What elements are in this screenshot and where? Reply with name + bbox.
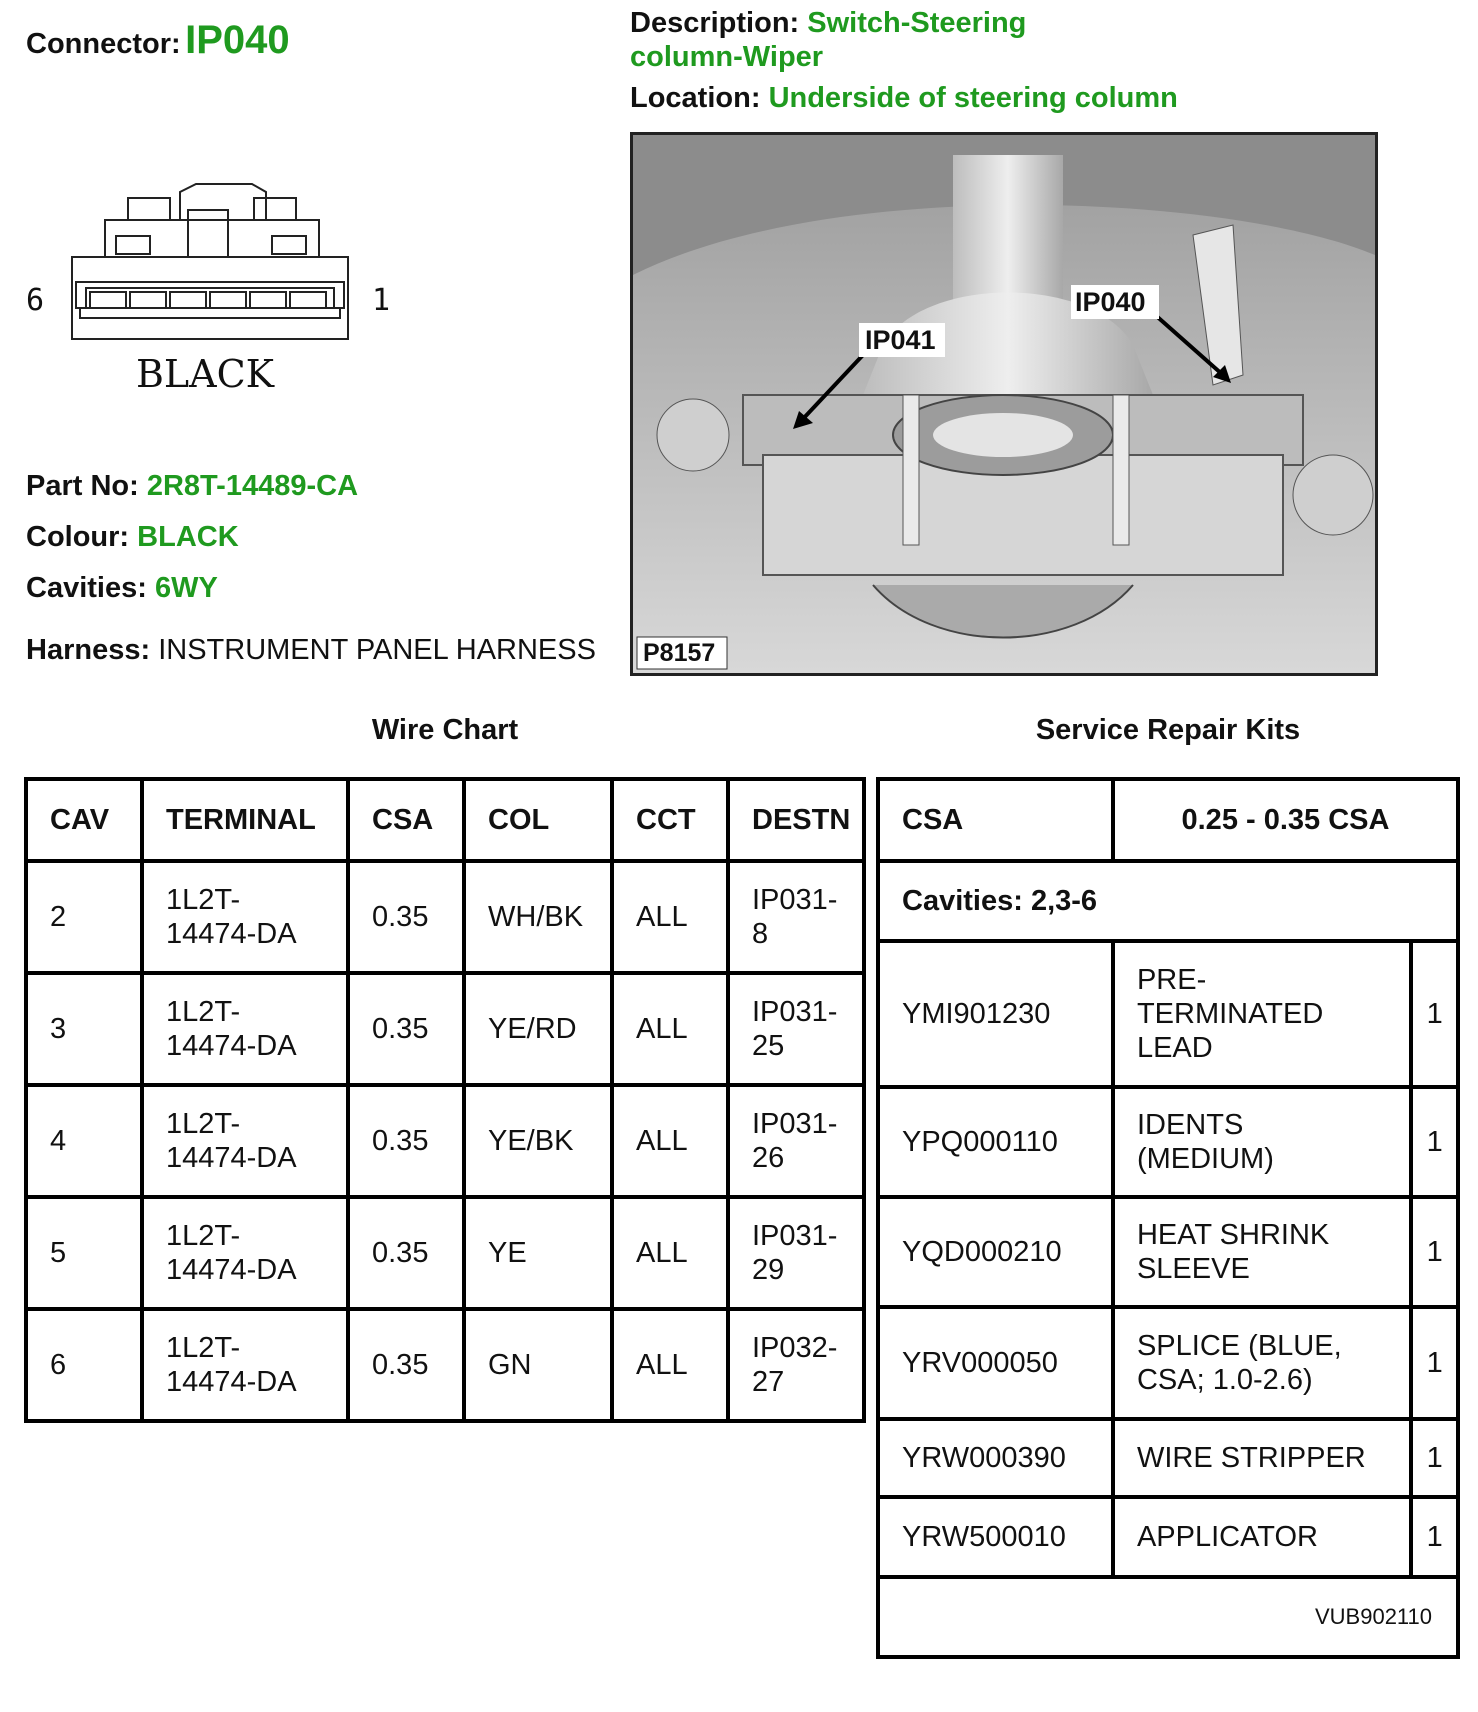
harness-label: Harness: [26, 634, 151, 666]
wire-chart-table [24, 777, 866, 1423]
cell-csa: 0.35 [348, 861, 464, 973]
connector-diagram [20, 180, 420, 410]
colour-label: Colour: [26, 521, 130, 553]
connector-heading [26, 18, 290, 63]
table-row [26, 861, 864, 973]
description-value-1: Switch-Steering [807, 7, 1027, 39]
part-number-row [26, 470, 358, 503]
repair-kits-title: Service Repair Kits [1035, 714, 1301, 746]
kits-header-row [878, 779, 1458, 861]
cell-cct: ALL [612, 861, 728, 973]
location-label: Location: [630, 82, 761, 114]
photo-reference: P8157 [643, 639, 716, 667]
cavities-row [26, 572, 218, 605]
cell-terminal: 1L2T- 14474-DA [142, 861, 348, 973]
table-row [26, 1085, 864, 1197]
pin-label-right: 1 [372, 283, 391, 318]
pin-label-left: 6 [26, 283, 45, 318]
kit-quantity: 1 [1411, 941, 1458, 1087]
kits-footer-code: VUB902110 [878, 1577, 1458, 1657]
cell-cct: ALL [612, 1197, 728, 1309]
list-item [878, 1307, 1458, 1419]
connector-id: IP040 [185, 18, 290, 62]
kit-quantity: 1 [1411, 1087, 1458, 1197]
cell-destn: IP032- 27 [728, 1309, 864, 1421]
kit-description: SPLICE (BLUE, CSA; 1.0-2.6) [1113, 1307, 1411, 1419]
list-item [878, 941, 1458, 1087]
repair-kits-table [876, 777, 1460, 1659]
kit-part-number: YMI901230 [878, 941, 1113, 1087]
kit-part-number: YRW500010 [878, 1497, 1113, 1577]
cell-cct: ALL [612, 973, 728, 1085]
cell-col: YE/BK [464, 1085, 612, 1197]
wire-chart-title: Wire Chart [371, 714, 519, 746]
kit-part-number: YRV000050 [878, 1307, 1113, 1419]
kit-quantity: 1 [1411, 1197, 1458, 1307]
header-cct: CCT [612, 779, 728, 861]
cell-terminal: 1L2T- 14474-DA [142, 973, 348, 1085]
header-destn: DESTN [728, 779, 864, 861]
table-row [26, 1309, 864, 1421]
kits-cavities-row [878, 861, 1458, 941]
cell-destn: IP031- 29 [728, 1197, 864, 1309]
cell-cav: 4 [26, 1085, 142, 1197]
kit-description: HEAT SHRINK SLEEVE [1113, 1197, 1411, 1307]
location-photo [630, 132, 1378, 676]
header-col: COL [464, 779, 612, 861]
cavities-label: Cavities: [26, 572, 147, 604]
cell-csa: 0.35 [348, 1085, 464, 1197]
cell-csa: 0.35 [348, 973, 464, 1085]
cell-col: YE [464, 1197, 612, 1309]
kits-cavities: Cavities: 2,3-6 [878, 861, 1458, 941]
part-number-value: 2R8T-14489-CA [146, 470, 359, 502]
part-number-label: Part No: [26, 470, 139, 502]
cell-csa: 0.35 [348, 1197, 464, 1309]
header-cav: CAV [26, 779, 142, 861]
kit-description: IDENTS (MEDIUM) [1113, 1087, 1411, 1197]
kit-description: PRE- TERMINATED LEAD [1113, 941, 1411, 1087]
list-item [878, 1087, 1458, 1197]
kit-quantity: 1 [1411, 1419, 1458, 1497]
kits-csa-range: 0.25 - 0.35 CSA [1113, 779, 1458, 861]
description-label: Description: [630, 7, 800, 39]
kits-footer-row [878, 1577, 1458, 1657]
kit-part-number: YPQ000110 [878, 1087, 1113, 1197]
cell-cav: 3 [26, 973, 142, 1085]
cell-csa: 0.35 [348, 1309, 464, 1421]
cell-terminal: 1L2T- 14474-DA [142, 1197, 348, 1309]
location-value: Underside of steering column [768, 82, 1178, 114]
cell-terminal: 1L2T- 14474-DA [142, 1085, 348, 1197]
wire-chart-header-row [26, 779, 864, 861]
connector-label: Connector: [26, 28, 181, 60]
table-row [26, 1197, 864, 1309]
photo-callout-ip041: IP041 [865, 325, 936, 355]
description-value-2: column-Wiper [630, 41, 824, 73]
cell-col: WH/BK [464, 861, 612, 973]
kit-description: WIRE STRIPPER [1113, 1419, 1411, 1497]
kit-quantity: 1 [1411, 1307, 1458, 1419]
cell-cav: 5 [26, 1197, 142, 1309]
photo-callout-ip040: IP040 [1075, 287, 1146, 317]
cell-cav: 2 [26, 861, 142, 973]
header-terminal: TERMINAL [142, 779, 348, 861]
cell-cct: ALL [612, 1309, 728, 1421]
cell-cav: 6 [26, 1309, 142, 1421]
cell-destn: IP031- 25 [728, 973, 864, 1085]
harness-value: INSTRUMENT PANEL HARNESS [158, 634, 596, 666]
cavities-value: 6WY [154, 572, 218, 604]
colour-value: BLACK [137, 521, 239, 553]
location-block [630, 82, 1178, 115]
kits-csa-label: CSA [878, 779, 1113, 861]
kit-description: APPLICATOR [1113, 1497, 1411, 1577]
cell-destn: IP031- 26 [728, 1085, 864, 1197]
cell-col: YE/RD [464, 973, 612, 1085]
cell-destn: IP031- 8 [728, 861, 864, 973]
list-item [878, 1419, 1458, 1497]
diagram-colour-label: BLACK [136, 352, 275, 396]
harness-row [26, 634, 596, 667]
cell-terminal: 1L2T- 14474-DA [142, 1309, 348, 1421]
list-item [878, 1197, 1458, 1307]
table-row [26, 973, 864, 1085]
header-csa: CSA [348, 779, 464, 861]
description-block [630, 6, 1026, 74]
cell-cct: ALL [612, 1085, 728, 1197]
kit-part-number: YRW000390 [878, 1419, 1113, 1497]
kit-part-number: YQD000210 [878, 1197, 1113, 1307]
cell-col: GN [464, 1309, 612, 1421]
kit-quantity: 1 [1411, 1497, 1458, 1577]
list-item [878, 1497, 1458, 1577]
colour-row [26, 521, 239, 554]
steering-column-illustration [633, 135, 1375, 673]
